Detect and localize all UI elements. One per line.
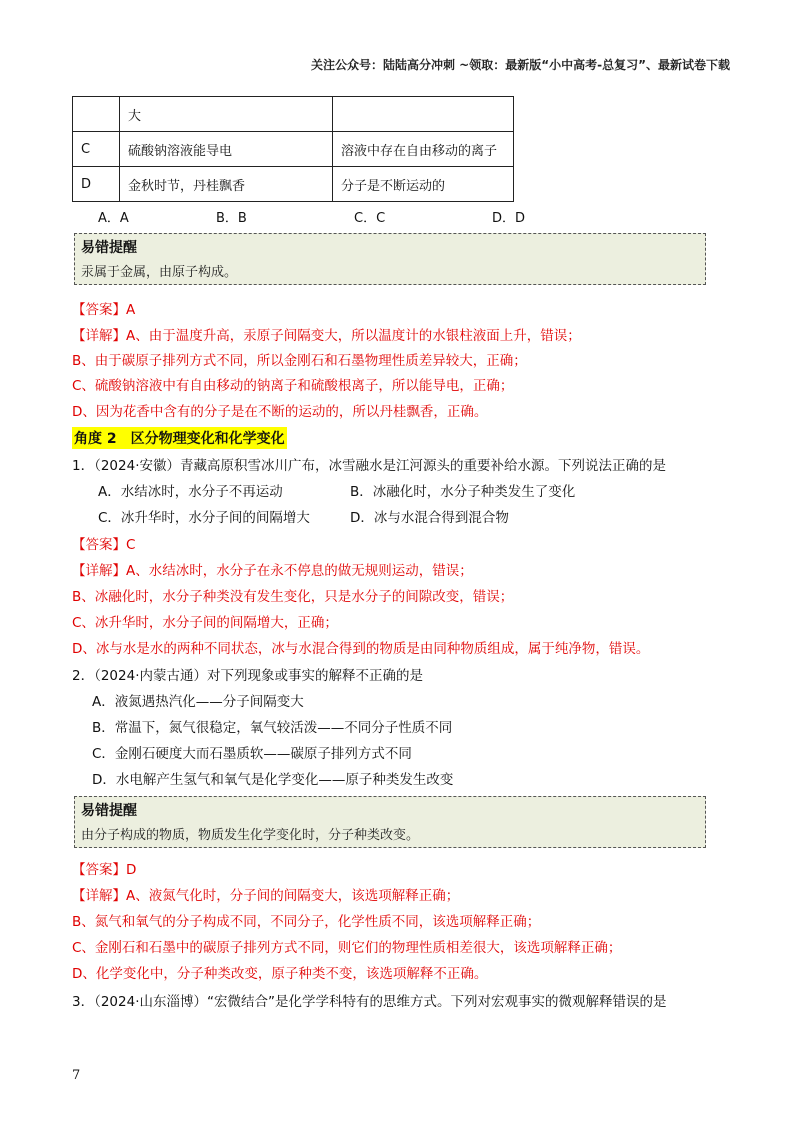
question-stem: 1．（2024·安徽）青藏高原积雪冰川广布，冰雪融水是江河源头的重要补给水源。下列说法正确的是 <box>72 458 666 474</box>
tip-title: 易错提醒 <box>81 803 137 819</box>
options-table <box>72 96 514 202</box>
option-a: A．水结冰时，水分子不再运动 <box>98 484 283 500</box>
detail-head: 【详解】 <box>72 888 126 904</box>
table-cell-phenomenon: 硫酸钠溶液能导电 <box>120 132 333 167</box>
table-cell-phenomenon: 金秋时节，丹桂飘香 <box>120 167 333 202</box>
tip-title: 易错提醒 <box>81 240 137 256</box>
option-c: C．金刚石硬度大而石墨质软——碳原子排列方式不同 <box>92 746 412 762</box>
table-cell-label: C <box>73 132 120 167</box>
tip-text: 汞属于金属，由原子构成。 <box>81 265 238 280</box>
detail-line: C、金刚石和石墨中的碳原子排列方式不同，则它们的物理性质相差很大，该选项解释正确； <box>72 940 622 956</box>
tip-box <box>74 233 706 285</box>
option-b: B．常温下，氮气很稳定，氧气较活泼——不同分子性质不同 <box>92 720 453 736</box>
table-cell-explanation: 溶液中存在自由移动的离子 <box>333 132 514 167</box>
detail-line: 【详解】A、由于温度升高，汞原子间隔变大，所以温度计的水银柱液面上升，错误； <box>72 328 581 344</box>
option-a: A．液氮遇热汽化——分子间隔变大 <box>92 694 304 710</box>
detail-line: C、冰升华时，水分子间的间隔增大，正确； <box>72 615 338 631</box>
detail-line: B、由于碳原子排列方式不同，所以金刚石和石墨物理性质差异较大，正确； <box>72 353 527 369</box>
detail-line: D、因为花香中含有的分子是在不断的运动的，所以丹桂飘香，正确。 <box>72 404 488 420</box>
table-cell-explanation <box>333 97 514 132</box>
tip-text: 由分子构成的物质，物质发生化学变化时，分子种类改变。 <box>81 828 420 843</box>
detail-line: D、化学变化中，分子种类改变，原子种类不变，该选项解释不正确。 <box>72 966 488 982</box>
page-header: 关注公众号：陆陆高分冲刺 ~领取：最新版“小中高考-总复习”、最新试卷下载 <box>311 58 730 72</box>
option-d: D．水电解产生氢气和氧气是化学变化——原子种类发生改变 <box>92 772 454 788</box>
question-stem: 3．（2024·山东淄博）“宏微结合”是化学学科特有的思维方式。下列对宏观事实的微观解释错误的是 <box>72 994 667 1010</box>
table-cell-label <box>73 97 120 132</box>
question-stem: 2．（2024·内蒙古通）对下列现象或事实的解释不正确的是 <box>72 668 423 684</box>
table-row <box>73 132 514 167</box>
option-d: D．冰与水混合得到混合物 <box>350 510 509 526</box>
table-cell-explanation: 分子是不断运动的 <box>333 167 514 202</box>
detail-line: D、冰与水是水的两种不同状态，冰与水混合得到的物质是由同种物质组成，属于纯净物，错误。 <box>72 641 650 657</box>
answer: 【答案】A <box>72 302 136 318</box>
detail-line: 【详解】A、水结冰时，水分子在永不停息的做无规则运动，错误； <box>72 563 473 579</box>
choice-c: C．C <box>354 211 386 226</box>
answer: 【答案】D <box>72 862 137 878</box>
detail-line: C、硫酸钠溶液中有自由移动的钠离子和硫酸根离子，所以能导电，正确； <box>72 378 514 394</box>
detail-line: 【详解】A、液氮气化时，分子间的间隔变大，该选项解释正确； <box>72 888 460 904</box>
table-row <box>73 167 514 202</box>
detail-line: B、冰融化时，水分子种类没有发生变化，只是水分子的间隙改变，错误； <box>72 589 514 605</box>
choice-a: A．A <box>98 211 129 226</box>
tip-box <box>74 796 706 848</box>
table-cell-label: D <box>73 167 120 202</box>
answer: 【答案】C <box>72 537 136 553</box>
table-row <box>73 97 514 132</box>
detail-head: 【详解】 <box>72 563 126 579</box>
choice-d: D．D <box>492 211 526 226</box>
option-b: B．冰融化时，水分子种类发生了变化 <box>350 484 576 500</box>
detail-head: 【详解】 <box>72 328 126 344</box>
page-number: 7 <box>72 1068 81 1083</box>
choice-b: B．B <box>216 211 247 226</box>
table-cell-phenomenon: 大 <box>120 97 333 132</box>
detail-line: B、氮气和氧气的分子构成不同，不同分子，化学性质不同，该选项解释正确； <box>72 914 541 930</box>
option-c: C．冰升华时，水分子间的间隔增大 <box>98 510 310 526</box>
section-heading: 角度 2 区分物理变化和化学变化 <box>72 427 287 449</box>
